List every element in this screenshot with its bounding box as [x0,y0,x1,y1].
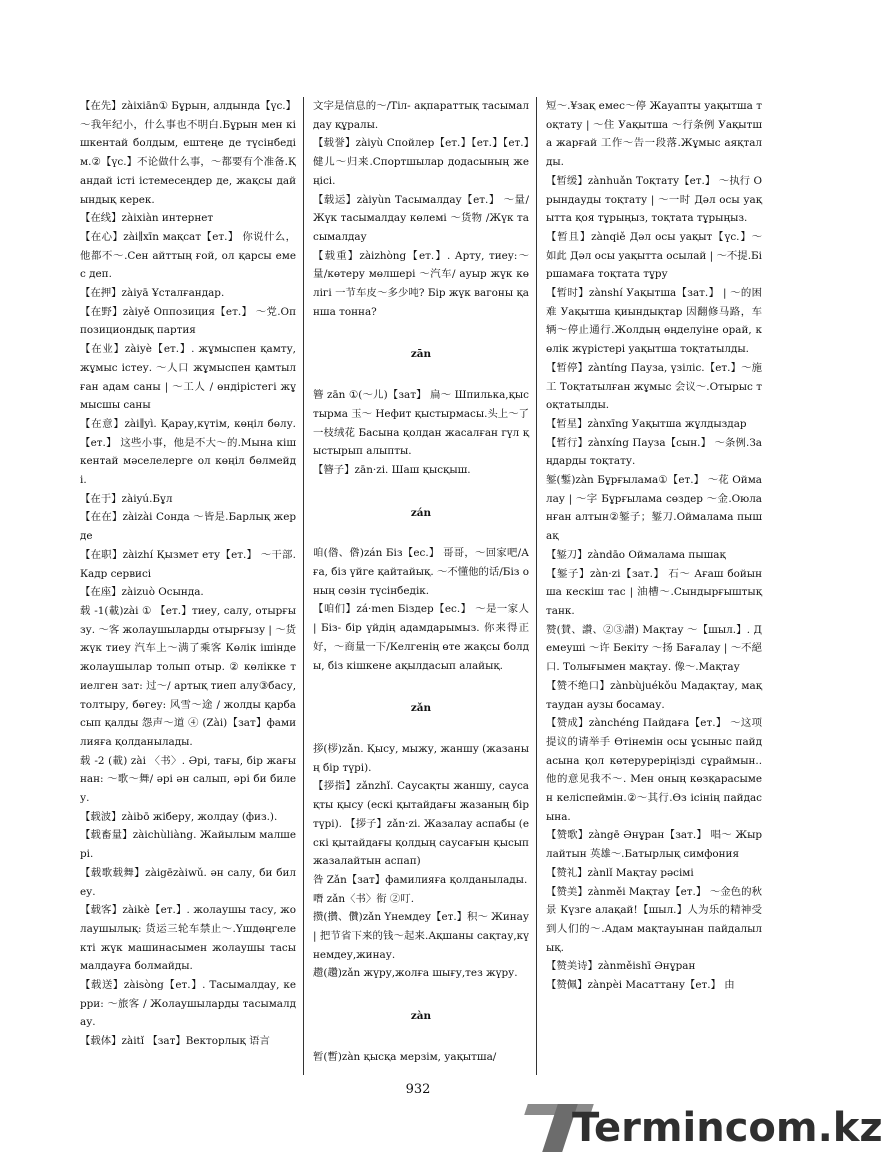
section-heading: zàn [410,1010,432,1023]
dictionary-entry: 【赞美】zànměi Мақтау【ет.】 ～金色的秋景 Күзге алақай!【шыл.】人为乐的精神受到人们的～.Адам мақтауынан пайдалылық. [546,885,762,954]
dictionary-entry: 拶(桚)zǎn. Қысу, мыжу, жаншу (жазаның бір түрі). [313,742,529,774]
dictionary-entry: 【簪子】zān·zi. Шаш қысқыш. [313,463,471,476]
dictionary-entry: 【拶指】zǎnzhǐ. Саусақты жаншу, саусақты қысу (ескі қытайдағы жазаның бір түрі). 【拶子】zǎn·zi. Жазалау аспабы (ескі қытайдағы қолдың саусағын қысып жазалайтын аспап) [313,780,529,868]
dictionary-column-left [80,97,296,1069]
dictionary-entry: 昝 Zǎn【зат】фамилияға қолданылады. [313,873,528,886]
dictionary-column-middle [313,97,529,1069]
termincom-logo[interactable] [520,1098,883,1158]
dictionary-entry: 【在意】zài∥yì. Қарау,күтім, көңіл бөлу.【ет.】 这些小事，他是不大～的.Мына кішкентай мәселелерге ол көңіл бөлмейді. [80,417,296,487]
dictionary-entry: 【在线】zàixiàn интернет [80,212,214,225]
dictionary-entry: 【赞礼】zànlǐ Мақтау рәсімі [546,866,694,879]
dictionary-entry: 【暂停】zàntíng Пауза, үзіліс.【ет.】～施工 Тоқтатылған жұмыс 会议～.Отырыс тоқтатылды. [546,361,762,412]
dictionary-column-right [546,97,762,1069]
dictionary-entry: 暂(暫)zàn қысқа мерзім, уақытша/ [313,1050,497,1063]
section-heading: zān [410,348,432,361]
dictionary-entry: 【载歌载舞】zàigēzàiwǔ. ән салу, би билеу. [80,866,296,898]
dictionary-entry: 【赞不绝口】zànbùjuékǒu Мадақтау, мақтаудан аузы босамау. [546,679,762,711]
dictionary-entry: 錾(鏨)zàn Бұрғылама①【ет.】 ～花 Оймалау | ～字 Бұрғылама сөздер ～金.Оюланған алтын②錾子；錾刀.Оймалама пышақ [546,474,762,543]
dictionary-entry: 【赞歌】zàngē Әнұран【зат.】 唱～ Жырлайтын 英雄～.Батырлық симфония [546,829,762,861]
dictionary-entry: 【载客】zàikè【ет.】. жолаушы тасу, жолаушылық: 货运三轮车禁止～.Үшдөңгелекті жүк машинасымен жолаушы тасымалдауға болмайды. [80,904,296,973]
dictionary-entry: 咱(偺、倃)zán Біз【ес.】 哥哥，～回家吧/Аға, біз үйге қайтайық. ～不懂他的话/Біз оның сөзін түсінбедік. [313,547,529,597]
column-divider-1 [303,97,304,1075]
dictionary-entry: 【载体】zàitǐ 【зат】Векторлық 语言 [80,1035,270,1048]
dictionary-entry: 【在先】zàixiān① Бұрын, алдында【үс.】～我年纪小，什么事也不明白.Бұрын мен кішкентай болдым, ештеңе де түсінбедім.②【үс.】不论做什么事，～都要有个准备.Қандай істі істемесеңдер де, жақсы дайындық керек. [80,100,296,206]
dictionary-entry: 簪 zān ①(～儿)【зат】 扁～ Шпилька,қыстырма 玉～ Нефит қыстырмасы.头上～了一枝绒花 Басына қолдан жасалған гүл қыстырып алыпты. [313,389,529,458]
dictionary-entry: 短～.¥зақ емес～停 Жауапты уақытша тоқтату | ～住 Уақытша ～行条例 Уақытша жарғай 工作～告一段落.Жұмыс аяқталды. [546,100,762,169]
dictionary-entry: 【暂缓】zànhuǎn Тоқтату【ет.】 ～执行 Орындауды тоқтату | ～一时 Дәл осы уақытта қоя тұрыңыз, тоқтата тұрыңыз. [546,174,762,225]
dictionary-entry: 【暂星】zànxīng Уақытша жұлдыздар [546,417,747,430]
dictionary-entry: 【在野】zàiyě Оппозиция【ет.】 ～党.Оппозициондық партия [80,305,296,337]
dictionary-entry: 攒(攢、儹)zǎn Үнемдеу【ет.】积～ Жинау | 把节省下来的钱～起来.Ақшаны сақтау,күнемдеу,жинау. [313,911,529,961]
dictionary-entry: 【咱们】zá·men Біздер【ес.】 ～是一家人 | Біз- бір үйдің адамдарымыз. 你来得正好，～商量一下/Келгенің өте жақсы болды, біз кішкене ақылдасып алайық. [313,603,529,672]
dictionary-entry: 【载波】zàibō жіберу, жолдау (физ.). [80,810,278,823]
dictionary-entry: 【载送】zàisòng【ет.】. Тасымалдау, керри: ～旅客 / Жолаушыларды тасымалдау. [80,979,296,1029]
dictionary-entry: 【在心】zài∥xīn мақсат【ет.】 你说什么，他都不～.Сен айттың ғой, ол қарсы емес деп. [80,230,296,281]
dictionary-entry: 趱(趲)zǎn жүру,жолға шығу,тез жүру. [313,967,518,980]
page-number: 932 [405,1082,431,1097]
column-divider-2 [536,97,537,1075]
dictionary-entry: 【在业】zàiyè【ет.】. жұмыспен қамту, жұмыс істеу. ～人口 жұмыспен қамтылған адам саны | ～工人 / өндірістегі жұмысшы саны [80,343,296,412]
dictionary-entry: 【暂且】zànqiě Дәл осы уақыт【үс.】～如此 Дәл осы уақытта осылай | ～不提.Біршамаға тоқтата тұру [546,230,762,281]
dictionary-entry: 赞(賛、讚、②③譛) Мақтау ～【шыл.】. Демеуші ～许 Бекіту ～扬 Бағалау | ～不絕口. Толығымен мақтау. 像～.Мақтау [546,623,762,674]
dictionary-entry: 【在押】zàiyā Ұсталғандар. [80,287,225,300]
logo-text: Termincom.kz [572,1105,883,1151]
dictionary-entry: 载 -2 (載) zài 〈书〉. Әрі, тағы, бір жағынан: ～歌～舞/ әрі ән салып, әрі би билеу. [80,754,296,805]
dictionary-entry: 【在座】zàizuò Осында. [80,586,204,599]
section-heading: zán [410,506,432,519]
dictionary-entry: 【赞佩】zànpèi Масаттану【ет.】 由 [546,979,735,992]
dictionary-entry: 文字是信息的～/Тіл- ақпараттық тасымалдау құралы. [313,100,529,131]
section-heading: zǎn [410,702,432,715]
dictionary-entry: 【暂行】zànxíng Пауза【сын.】 ～条例.Заңдарды тоқтату. [546,436,762,468]
dictionary-entry: 【在于】zàiyú.Бұл [80,492,173,505]
dictionary-entry: 【錾子】zàn·zi【зат.】 石～ Ағаш бойынша кескіш тас | 油槽～.Сындырғыштық танк. [546,567,762,617]
dictionary-entry: 载 -1(載)zài ① 【ет.】тиеу, салу, отырғызу. ～客 жолаушыларды отырғызу | ～货 жүк тиеу 汽车上～满了乘客 Көлік ішінде жолаушылар толып отыр. ② көлікке тиелген зат: 过～/ артық тиеп алу③басу, толтыру, бөгеу: 风雪～途 / жолды қарбасып қалды 怨声～道 ④ (Zài)【зат】фамилияға қолданылады. [80,604,296,748]
dictionary-entry: 【暂时】zànshí Уақытша【зат.】 | ～的困难 Уақытша қиындықтар 因翻修马路，车辆～停止通行.Жолдың өңделуіне орай, көлік жүрістері уақытша тоқтатылды. [546,287,762,356]
dictionary-entry: 【赞成】zànchéng Пайдаға【ет.】 ～这项提议的请举手 Өтінемін осы ұсыныс пайдасына қол көтеруреріңізді сұраймын.. 他的意见我不～. Мен оның көзқарасымен келіспеймін.②～其行.Өз ісінің пайдасына. [546,717,762,823]
dictionary-entry: 【载誉】zàiyù Спойлер【ет.】【ет.】【ет.】健儿～归来.Спортшылар додасының жеңісі. [313,137,529,187]
dictionary-entry: 【载畜量】zàichùliàng. Жайылым малшері. [80,829,296,861]
dictionary-entry: 【在在】zàizài Сонда ～皆是.Барлық жерде [80,511,296,543]
dictionary-entry: 【载运】zàiyùn Тасымалдау【ет.】 ～量/ Жүк тасымалдау көлемі ～货物 /Жүк тасымалдау [313,193,529,243]
dictionary-entry: 【载重】zàizhòng【ет.】. Арту, тиеу:～量/көтеру мөлшері ～汽车/ ауыр жүк көлігі 一节车皮～多少吨? Бір жүк вагоны қанша тонна? [313,249,529,318]
dictionary-entry: 噆 zǎn〈书〉衔 ②叮. [313,892,415,905]
dictionary-entry: 【赞美诗】zànměishī Әнұран [546,960,696,973]
dictionary-entry: 【錾刀】zàndāo Оймалама пышақ [546,548,726,561]
dictionary-entry: 【在职】zàizhí Қызмет ету【ет.】 ～干部.Кадр сервисі [80,548,296,580]
